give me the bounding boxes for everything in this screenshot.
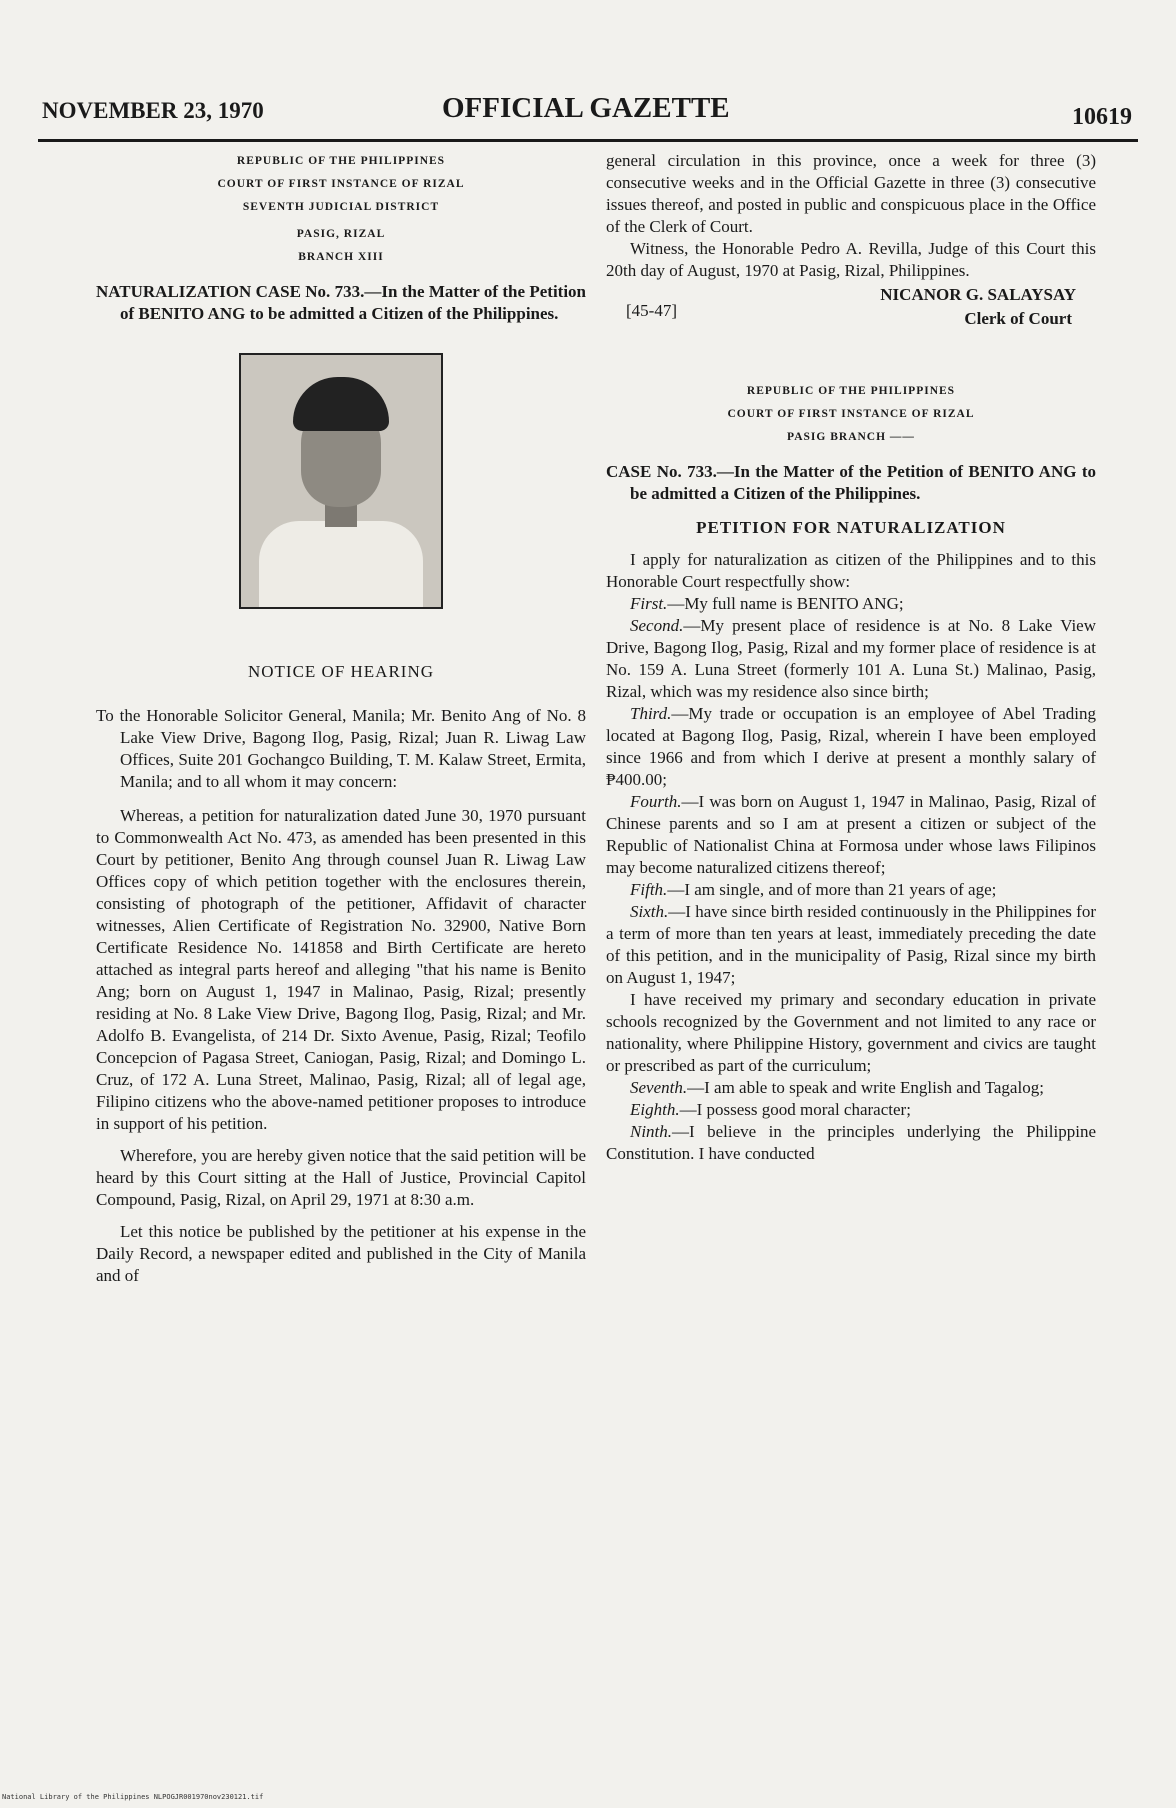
court-line: COURT OF FIRST INSTANCE OF RIZAL xyxy=(727,408,975,420)
petition-item xyxy=(606,791,1096,879)
item-label: Fourth. xyxy=(630,792,682,811)
item-text: —My full name is BENITO ANG; xyxy=(667,594,904,613)
education-paragraph: I have received my primary and secondary education in private schools recognized by the Government and not limited to any race or nationality, where Philippine History, government and civics are taught or prescribed as part of the curriculum; xyxy=(606,990,1096,1075)
item-label: Second. xyxy=(630,616,684,635)
address-paragraph: To the Honorable Solicitor General, Manila; Mr. Benito Ang of No. 8 Lake View Drive, Bagong Ilog, Pasig, Rizal; Juan R. Liwag Law Offices, Suite 201 Gochangco Building, T. M. Kalaw Street, Ermita, Manila; and to all whom it may concern: xyxy=(96,706,586,791)
petition-item xyxy=(606,703,1096,791)
publication-title: OFFICIAL GAZETTE xyxy=(442,92,730,124)
court-heading xyxy=(96,150,586,269)
item-text: —I am able to speak and write English and Tagalog; xyxy=(687,1078,1044,1097)
item-label: Eighth. xyxy=(630,1100,680,1119)
item-label: First. xyxy=(630,594,668,613)
continuation-paragraph: general circulation in this province, once a week for three (3) consecutive weeks and in the Official Gazette in three (3) consecutive issues thereof, and posted in public and conspicuous place in the Office of the Clerk of Court. xyxy=(606,151,1096,236)
item-text: —My present place of residence is at No. 8 Lake View Drive, Bagong Ilog, Pasig, Rizal and my former place of residence is at No. 159 A. Luna Street (formerly 101 A. Luna St.) Malinao, Pasig, Rizal, which was my residence also since birth; xyxy=(606,616,1096,701)
item-text: —My trade or occupation is an employee of Abel Trading located at Bagong Ilog, Pasig, Rizal, wherein I have been employed since 1966 and from which I derive at present a monthly salary of ₱400.00; xyxy=(606,704,1096,789)
case-text: —In the Matter of the Petition of BENITO ANG to be admitted a Citizen of the Philippines. xyxy=(120,282,587,323)
court-line: BRANCH XIII xyxy=(298,251,384,263)
petitioner-photograph xyxy=(239,353,443,609)
court-line: PASIG BRANCH —— xyxy=(787,431,915,443)
scan-footer: National Library of the Philippines NLPOGJR001970nov230121.tif xyxy=(2,1793,264,1801)
court-line: REPUBLIC OF THE PHILIPPINES xyxy=(236,155,446,167)
petition-item xyxy=(606,593,1096,615)
item-label: Seventh. xyxy=(630,1078,688,1097)
signatory-name: NICANOR G. SALAYSAY xyxy=(880,285,1076,304)
item-label: Third. xyxy=(630,704,672,723)
witness-paragraph: Witness, the Honorable Pedro A. Revilla, Judge of this Court this 20th day of August, 1970 at Pasig, Rizal, Philippines. xyxy=(606,239,1096,280)
petition-item xyxy=(606,879,1096,901)
item-text: —I was born on August 1, 1947 in Malinao, Pasig, Rizal of Chinese parents and so I am at present a citizen or subject of the Republic of Nationalist China at Formosa under whose laws Filipinos may become naturalized citizens thereof; xyxy=(606,792,1096,877)
case-label: CASE No. 733. xyxy=(606,462,717,481)
petition-item xyxy=(606,1099,1096,1121)
signature-block xyxy=(606,284,1096,340)
petition-item xyxy=(606,1121,1096,1165)
left-column xyxy=(96,150,586,1287)
court-line: SEVENTH JUDICIAL DISTRICT xyxy=(242,201,440,213)
item-text: —I believe in the principles underlying the Philippine Constitution. I have conducted xyxy=(606,1122,1096,1163)
case-caption-2 xyxy=(606,461,1096,505)
reference-number: [45-47] xyxy=(626,301,677,320)
right-column xyxy=(606,150,1096,1165)
court-line: PASIG, RIZAL xyxy=(296,228,386,240)
petition-item xyxy=(606,1077,1096,1099)
whereas-paragraph: Whereas, a petition for naturalization dated June 30, 1970 pursuant to Commonwealth Act No. 473, as amended has been presented in this Court by petitioner, Benito Ang through counsel Juan R. Liwag Law Offices copy of which petition together with the enclosures therein, consisting of photograph of the petitioner, Affidavit of character witnesses, Alien Certificate of Registration No. 32900, Native Born Certificate Residence No. 141858 and Birth Certificate are hereto attached as integral parts hereof and alleging "that his name is Benito Ang; born on August 1, 1947 in Malinao, Pasig, Rizal; presently residing at No. 8 Lake View Drive, Bagong Ilog, Pasig, Rizal; and Mr. Adolfo B. Evangelista, of 214 Dr. Sixto Avenue, Pasig, Rizal; Teofilo Concepcion of Pagasa Street, Caniogan, Pasig, Rizal; and Domingo L. Cruz, of 172 A. Luna Street, Malinao, Pasig, Rizal; all of legal age, Filipino citizens who the above-named petitioner proposes to introduce in support of his petition. xyxy=(96,806,586,1133)
issue-date: NOVEMBER 23, 1970 xyxy=(42,98,264,123)
court-heading-2 xyxy=(606,380,1096,449)
wherefore-paragraph: Wherefore, you are hereby given notice that the said petition will be heard by this Court sitting at the Hall of Justice, Provincial Capitol Compound, Pasig, Rizal, on April 29, 1971 at 8:30 a.m. xyxy=(96,1146,586,1209)
item-label: Sixth. xyxy=(630,902,669,921)
petition-intro: I apply for naturalization as citizen of the Philippines and to this Honorable Court respectfully show: xyxy=(606,550,1096,591)
item-label: Fifth. xyxy=(630,880,668,899)
header-rule xyxy=(38,139,1138,142)
item-text: —I am single, and of more than 21 years of age; xyxy=(667,880,997,899)
running-head xyxy=(42,92,1132,132)
petition-item xyxy=(606,615,1096,703)
petition-item xyxy=(606,901,1096,989)
court-line: REPUBLIC OF THE PHILIPPINES xyxy=(746,385,956,397)
notice-title: NOTICE OF HEARING xyxy=(247,662,435,681)
signatory-title: Clerk of Court xyxy=(964,309,1072,328)
page-number: 10619 xyxy=(1072,104,1132,130)
court-line: COURT OF FIRST INSTANCE OF RIZAL xyxy=(217,178,465,190)
case-label: NATURALIZATION CASE No. 733. xyxy=(96,282,365,301)
publication-paragraph: Let this notice be published by the petitioner at his expense in the Daily Record, a newspaper edited and published in the City of Manila and of xyxy=(96,1222,586,1285)
item-text: —I have since birth resided continuously in the Philippines for a term of more than ten years at least, immediately preceding the date of this petition, and in the municipality of Pasig, Rizal since my birth on August 1, 1947; xyxy=(606,902,1096,987)
petition-title: PETITION FOR NATURALIZATION xyxy=(696,518,1006,537)
case-caption xyxy=(96,281,586,325)
case-text: —In the Matter of the Petition of BENITO ANG to be admitted a Citizen of the Philippines. xyxy=(630,462,1096,503)
item-text: —I possess good moral character; xyxy=(679,1100,911,1119)
item-label: Ninth. xyxy=(630,1122,673,1141)
